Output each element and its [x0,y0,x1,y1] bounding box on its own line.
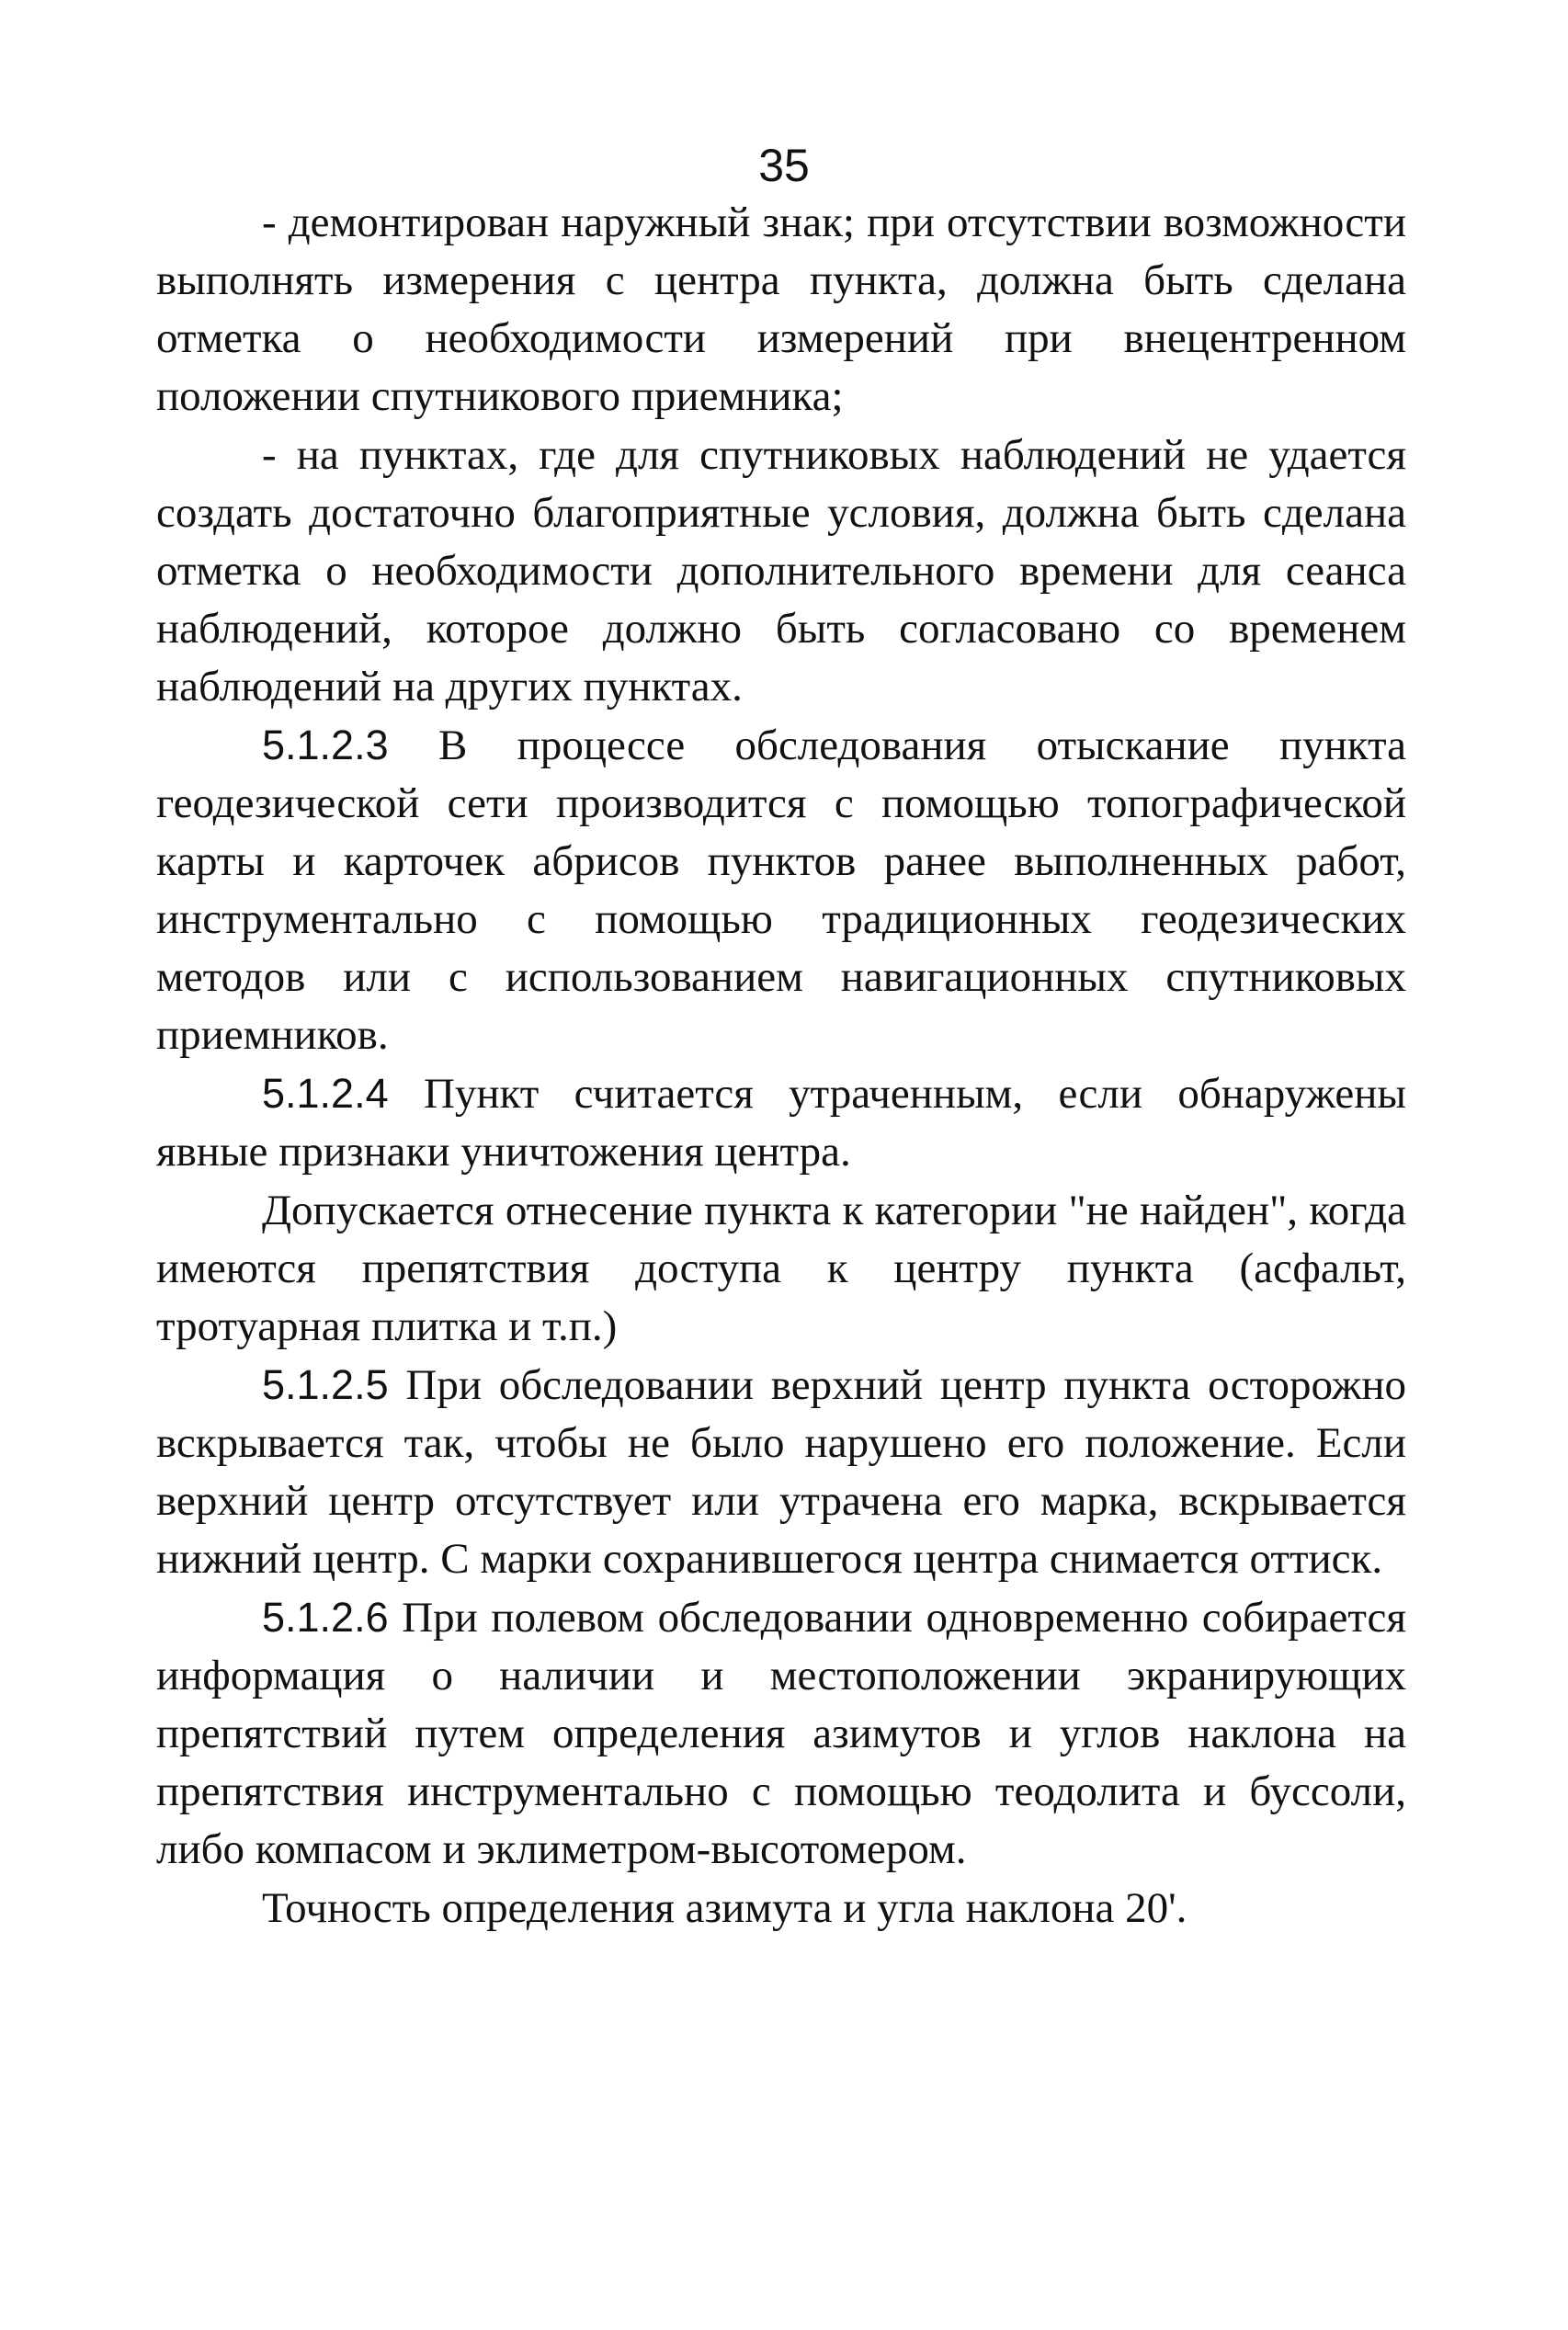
page-number: 35 [758,140,810,191]
clause-5-1-2-4 [156,1064,1406,1181]
paragraph-text: - демонтирован наружный знак; при отсутствии возможности выполнять измерения с центра пункта, должна быть сделана отметка о необходимости измерений при внецентренном положении спутникового приемника; [156,199,1406,420]
paragraph-text: Допускается отнесение пункта к категории "не найден", когда имеются препятствия доступа к центру пункта (асфальт, тротуарная плитка и т.п.) [156,1187,1406,1350]
clause-number: 5.1.2.5 [262,1361,389,1408]
paragraph-observation-conditions [156,426,1406,716]
paragraph-dismantled-sign [156,193,1406,426]
paragraph-not-found-category [156,1181,1406,1356]
paragraph-accuracy [156,1879,1406,1938]
paragraph-text: При полевом обследовании одновременно собирается информация о наличии и местоположении экранирующих препятствий путем определения азимутов и углов наклона на препятствия инструментально с помощью теодолита и буссоли, либо компасом и эклиметром-высотомером. [156,1594,1406,1873]
paragraph-text: В процессе обследования отыскание пункта геодезической сети производится с помощью топографической карты и карточек абрисов пунктов ранее выполненных работ, инструментально с помощью традиционных геодезических методов или с использованием навигационных спутниковых приемников. [156,722,1406,1059]
paragraph-text: Пункт считается утраченным, если обнаружены явные признаки уничтожения центра. [156,1070,1406,1176]
clause-5-1-2-5 [156,1356,1406,1588]
paragraph-text: - на пунктах, где для спутниковых наблюдений не удается создать достаточно благоприятные условия, должна быть сделана отметка о необходимости дополнительного времени для сеанса наблюдений, которое должно быть согласовано со временем наблюдений на других пунктах. [156,431,1406,710]
clause-5-1-2-3 [156,716,1406,1064]
clause-number: 5.1.2.3 [262,722,389,768]
clause-number: 5.1.2.4 [262,1070,389,1117]
document-body [156,193,1406,1938]
paragraph-text: Точность определения азимута и угла наклона 20'. [262,1884,1187,1932]
clause-number: 5.1.2.6 [262,1594,389,1641]
paragraph-text: При обследовании верхний центр пункта осторожно вскрывается так, чтобы не было нарушено его положение. Если верхний центр отсутствует или утрачена его марка, вскрывается нижний центр. С марки сохранившегося центра снимается оттиск. [156,1361,1406,1583]
clause-5-1-2-6 [156,1588,1406,1879]
